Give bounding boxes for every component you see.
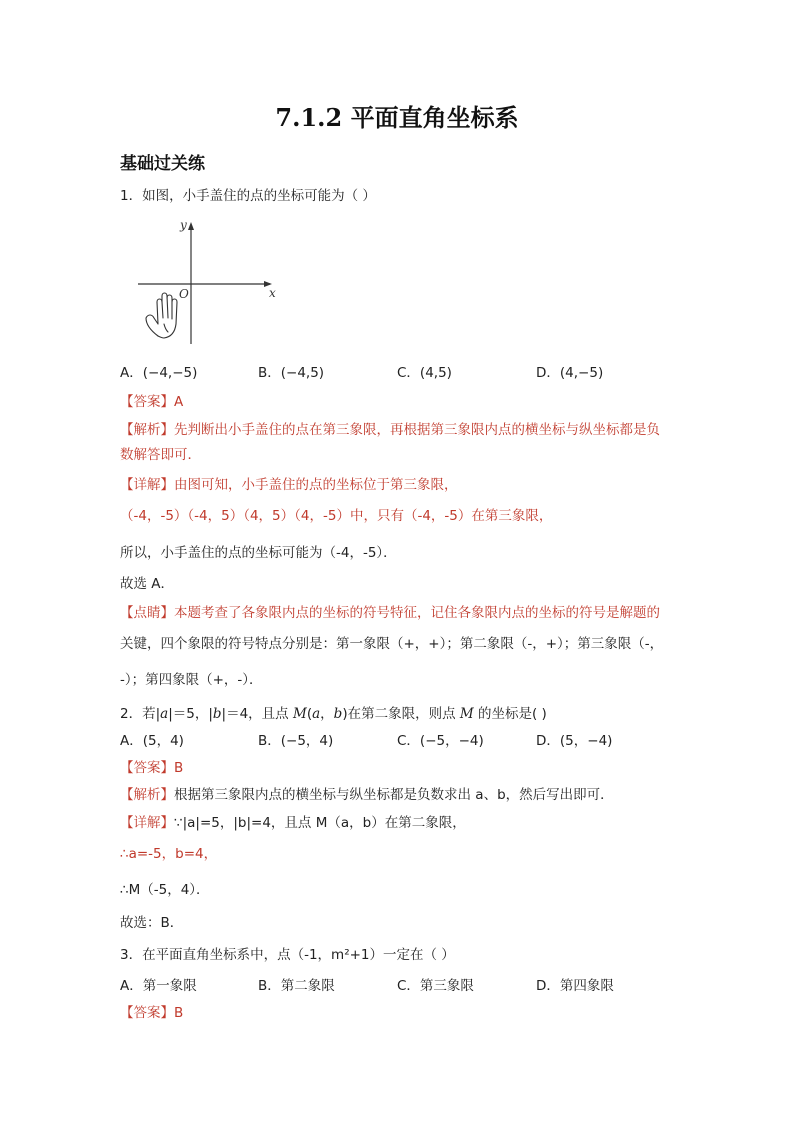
question-2-option-d: D．(5，−4): [536, 733, 613, 749]
stem-part: |＝4，且点: [221, 706, 293, 722]
question-2-answer: [120, 756, 183, 776]
variable-m: M: [459, 706, 474, 722]
stem-part: )在第二象限，则点: [342, 706, 460, 722]
question-1-detail-4: 故选 A．: [120, 576, 175, 592]
answer-tag: 【答案】: [120, 1005, 174, 1021]
question-1-comment-2: 关键，四个象限的符号特点分别是：第一象限（+，+）；第二象限（-，+）；第三象限（-，: [120, 636, 664, 652]
analysis-text: 根据第三象限内点的横坐标与纵坐标都是负数求出 a、b，然后写出即可．: [174, 787, 614, 803]
answer-value: B: [174, 1005, 184, 1021]
question-1-option-b: B．(−4,5): [258, 365, 325, 381]
analysis-text: 先判断出小手盖住的点在第三象限，再根据第三象限内点的横坐标与纵坐标都是负: [174, 422, 660, 438]
question-2-option-b: B．(−5，4): [258, 733, 334, 749]
question-3-option-c: C．第三象限: [397, 978, 474, 994]
question-1-detail-3: 所以，小手盖住的点的坐标可能为（-4，-5）．: [120, 545, 397, 561]
question-1-option-c: C．(4,5): [397, 365, 452, 381]
question-2-detail-3: ∴M（-5，4）．: [120, 882, 210, 898]
stem-part: 的坐标是( ): [473, 706, 547, 722]
detail-tag: 【详解】: [120, 815, 174, 831]
hand-icon: [146, 293, 177, 338]
variable-b: b: [333, 706, 343, 722]
question-1-detail-2: （-4，-5）（-4，5）（4，5）（4，-5）中，只有（-4，-5）在第三象限，: [120, 508, 553, 524]
variable-a: a: [160, 706, 169, 722]
answer-tag: 【答案】: [120, 760, 174, 776]
page-title: 7.1.2 平面直角坐标系: [275, 103, 519, 132]
question-2-detail-2: ∴a=-5，b=4，: [120, 846, 218, 862]
answer-value: A: [174, 394, 184, 410]
stem-part: (: [306, 706, 313, 722]
origin-label: O: [179, 287, 189, 301]
analysis-tag: 【解析】: [120, 787, 174, 803]
question-2-detail: [120, 811, 466, 831]
question-1-stem: 1．如图，小手盖住的点的坐标可能为（ ）: [120, 188, 376, 204]
question-3-option-a: A．第一象限: [120, 978, 197, 994]
question-1-comment: [120, 601, 660, 621]
question-1-figure: [138, 216, 288, 348]
question-1-analysis: [120, 418, 660, 438]
question-1-option-a: A．(−4,−5): [120, 365, 198, 381]
answer-tag: 【答案】: [120, 394, 174, 410]
variable-m: M: [292, 706, 307, 722]
question-2-option-c: C．(−5，−4): [397, 733, 484, 749]
y-axis-label: y: [180, 218, 187, 232]
question-3-stem: 3．在平面直角坐标系中，点（-1，m²+1）一定在（ ）: [120, 947, 455, 963]
question-1-option-d: D．(4,−5): [536, 365, 604, 381]
question-3-option-d: D．第四象限: [536, 978, 614, 994]
stem-part: ，: [320, 706, 334, 722]
question-1-detail: [120, 473, 458, 493]
analysis-tag: 【解析】: [120, 422, 174, 438]
question-1-comment-3: -）；第四象限（+，-）．: [120, 672, 263, 688]
question-2-analysis: [120, 783, 614, 803]
comment-text: 本题考查了各象限内点的坐标的符号特征，记住各象限内点的坐标的符号是解题的: [174, 605, 660, 621]
coordinate-axes: [138, 216, 288, 348]
stem-part: |＝5，|: [168, 706, 213, 722]
stem-part: 2．若|: [120, 706, 161, 722]
comment-tag: 【点睛】: [120, 605, 174, 621]
question-2-option-a: A．(5，4): [120, 733, 184, 749]
question-1-analysis-cont: 数解答即可．: [120, 447, 201, 463]
question-3-answer: [120, 1001, 183, 1021]
section-heading: 基础过关练: [120, 154, 205, 174]
question-2-stem: [120, 702, 547, 722]
answer-value: B: [174, 760, 184, 776]
detail-tag: 【详解】: [120, 477, 174, 493]
variable-a: a: [312, 706, 321, 722]
question-2-detail-4: 故选：B．: [120, 915, 184, 931]
variable-b: b: [212, 706, 222, 722]
question-3-option-b: B．第二象限: [258, 978, 335, 994]
x-axis-label: x: [269, 286, 276, 300]
detail-text: 由图可知，小手盖住的点的坐标位于第三象限，: [174, 477, 458, 493]
question-1-answer: [120, 390, 183, 410]
detail-text: ∵|a|=5，|b|=4，且点 M（a，b）在第二象限，: [174, 815, 466, 831]
